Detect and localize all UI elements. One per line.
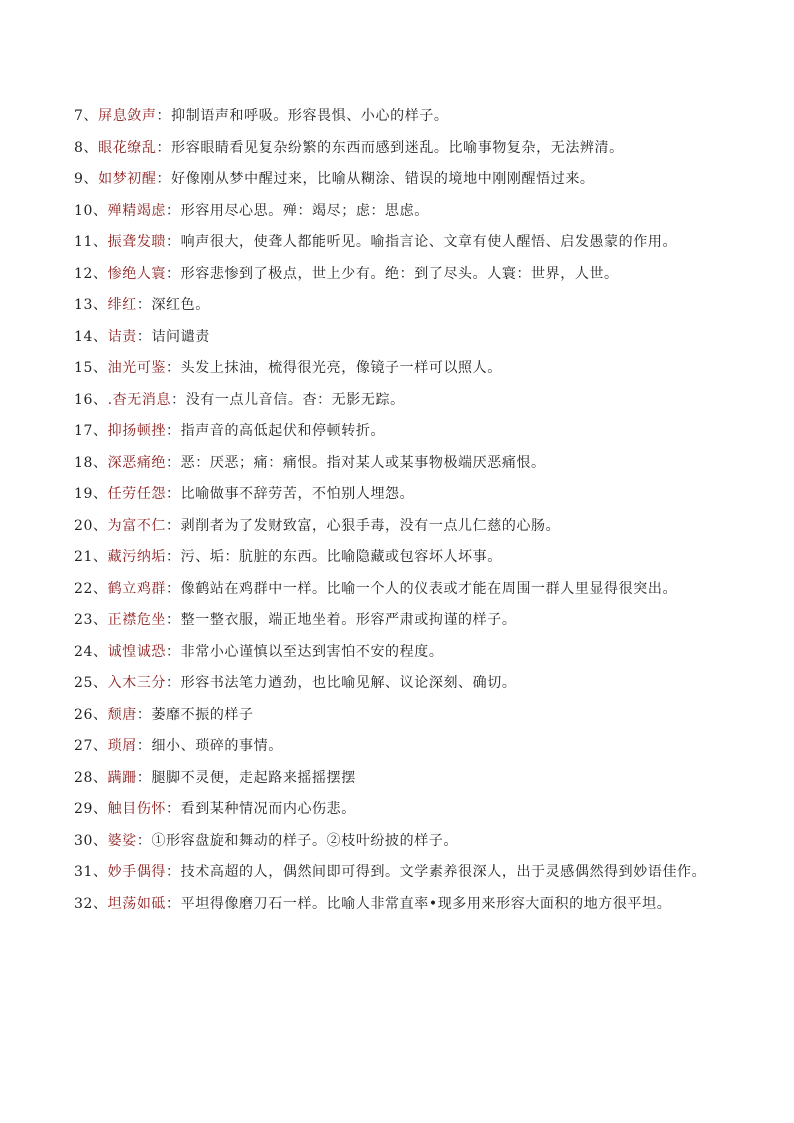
entry-term: 诚惶诚恐 [107,643,167,660]
entry-definition: 剥削者为了发财致富，心狠手毒，没有一点儿仁慈的心肠。 [180,517,561,534]
entry-definition: 恶：厌恶；痛：痛恨。指对某人或某事物极端厌恶痛恨。 [180,454,546,471]
vocab-entry-15 [74,353,734,385]
entry-separator: ： [166,423,181,439]
vocab-entry-7 [74,101,734,133]
entry-term: 坦荡如砥 [107,895,167,912]
entry-number: 11、 [74,234,108,250]
entry-number: 21、 [74,549,108,565]
entry-number: 29、 [74,801,108,817]
entry-number: 27、 [74,738,108,754]
vocab-entry-30 [74,826,734,858]
entry-definition: 形容书法笔力遒劲，也比喻见解、议论深刻、确切。 [180,675,517,691]
vocab-entry-13 [74,290,734,322]
entry-separator: ： [136,832,152,849]
entry-number: 17、 [74,423,108,439]
entry-term: 殚精竭虑 [107,202,167,219]
entry-separator: ： [166,612,181,628]
vocab-entry-12 [74,259,734,291]
entry-number: 9、 [74,171,99,187]
entry-separator: ： [166,549,181,565]
entry-number: 22、 [74,580,108,597]
entry-separator: ： [156,139,172,156]
entry-definition: 整一整衣服，端正地坐着。形容严肃或拘谨的样子。 [180,612,517,628]
entry-definition: 非常小心谨慎以至达到害怕不安的程度。 [180,643,444,660]
vocab-entry-10 [74,196,734,228]
entry-separator: ： [166,486,181,502]
entry-number: 32、 [74,895,108,912]
vocab-entry-25 [74,668,734,700]
entry-separator: ： [166,675,181,691]
vocab-entry-19 [74,479,734,511]
vocab-entry-16 [74,385,734,417]
entry-term: .杳无消息 [107,391,172,408]
entry-term: 惨绝人寰 [107,265,167,282]
entry-definition: 形容眼睛看见复杂纷繁的东西而感到迷乱。比喻事物复杂，无法辨清。 [171,139,624,156]
entry-term: 抑扬顿挫 [107,423,167,439]
entry-number: 18、 [74,454,108,471]
entry-separator: ： [136,328,152,345]
vocab-entry-17 [74,416,734,448]
entry-separator: ： [136,769,152,786]
entry-definition: 抑制语声和呼吸。形容畏惧、小心的样子。 [171,108,449,124]
vocab-entry-24 [74,637,734,669]
entry-number: 20、 [74,517,108,534]
entry-term: 触目伤怀 [107,801,167,817]
vocab-entry-26 [74,700,734,732]
entry-separator: ： [166,454,181,471]
entry-definition: 没有一点儿音信。杳：无影无踪。 [185,391,405,408]
entry-definition: 平坦得像磨刀石一样。比喻人非常直率•现多用来形容大面积的地方很平坦。 [180,895,672,912]
entry-separator: ： [156,171,172,187]
entry-number: 14、 [74,328,108,345]
entry-separator: ： [166,895,181,912]
entry-definition: 形容用尽心思。殚：竭尽；虑：思虑。 [180,202,429,219]
entry-definition: 形容悲惨到了极点，世上少有。绝：到了尽头。人寰：世界，人世。 [180,265,619,282]
entry-definition: 比喻做事不辞劳苦，不怕别人埋怨。 [180,486,415,502]
entry-number: 30、 [74,832,108,849]
entry-separator: ： [166,202,181,219]
entry-term: 绯红 [107,297,137,313]
vocab-entry-18 [74,448,734,480]
entry-definition: 技术高超的人，偶然间即可得到。文学素养很深人，出于灵感偶然得到妙语佳作。 [180,864,707,880]
entry-definition: 指声音的高低起伏和停顿转折。 [180,423,386,439]
entry-number: 19、 [74,486,108,502]
vocab-entry-20 [74,511,734,543]
vocab-entry-29 [74,794,734,826]
entry-number: 23、 [74,612,108,628]
entry-term: 蹒跚 [107,769,137,786]
entry-definition: 诘问谴责 [151,328,210,345]
entry-definition: 头发上抹油，梳得很光亮，像镜子一样可以照人。 [180,360,502,376]
entry-definition: 好像刚从梦中醒过来，比喻从糊涂、错误的境地中刚刚醒悟过来。 [171,171,595,187]
vocab-entry-28 [74,763,734,795]
entry-definition: 看到某种情况而内心伤悲。 [180,801,356,817]
entry-number: 26、 [74,706,108,723]
entry-number: 25、 [74,675,108,691]
entry-definition: ①形容盘旋和舞动的样子。②枝叶纷披的样子。 [151,832,459,849]
entry-term: 藏污纳垢 [107,549,167,565]
entry-number: 24、 [74,643,108,660]
entry-separator: ： [166,517,181,534]
entry-separator: ： [166,265,181,282]
entry-separator: ： [166,580,181,597]
vocab-entry-22 [74,574,734,606]
vocabulary-list [74,101,734,920]
entry-term: 妙手偶得 [107,864,167,880]
entry-number: 15、 [74,360,108,376]
entry-separator: ： [166,234,181,250]
entry-definition: 污、垢：肮脏的东西。比喻隐藏或包容坏人坏事。 [180,549,502,565]
entry-term: 婆娑 [107,832,137,849]
entry-separator: ： [136,297,152,313]
vocab-entry-21 [74,542,734,574]
entry-number: 8、 [74,139,99,156]
vocab-entry-23 [74,605,734,637]
vocab-entry-14 [74,322,734,354]
entry-term: 任劳任怨 [107,486,167,502]
entry-separator: ： [136,738,152,754]
entry-number: 12、 [74,265,108,282]
entry-separator: ： [166,643,181,660]
entry-term: 深恶痛绝 [107,454,167,471]
entry-definition: 响声很大，使聋人都能听见。喻指言论、文章有使人醒悟、启发愚蒙的作用。 [180,234,678,250]
entry-separator: ： [166,864,181,880]
entry-term: 琐屑 [107,738,137,754]
entry-definition: 像鹤站在鸡群中一样。比喻一个人的仪表或才能在周围一群人里显得很突出。 [180,580,678,597]
vocab-entry-9 [74,164,734,196]
entry-separator: ： [166,360,181,376]
entry-definition: 萎靡不振的样子 [151,706,254,723]
vocab-entry-32 [74,889,734,921]
entry-definition: 深红色。 [151,297,210,313]
entry-number: 16、 [74,391,108,408]
entry-term: 如梦初醒 [98,171,157,187]
entry-term: 眼花缭乱 [98,139,157,156]
entry-separator: ： [166,801,181,817]
entry-definition: 腿脚不灵便，走起路来摇摇摆摆 [151,769,356,786]
entry-term: 鹤立鸡群 [107,580,167,597]
entry-term: 油光可鉴 [107,360,167,376]
entry-separator: ： [171,391,186,408]
entry-term: 诘责 [107,328,137,345]
entry-separator: ： [156,108,172,124]
vocab-entry-8 [74,133,734,165]
entry-term: 入木三分 [107,675,167,691]
entry-term: 振聋发聩 [107,234,167,250]
vocab-entry-31 [74,857,734,889]
entry-number: 13、 [74,297,108,313]
vocab-entry-27 [74,731,734,763]
entry-definition: 细小、琐碎的事情。 [151,738,283,754]
vocab-entry-11 [74,227,734,259]
entry-term: 正襟危坐 [107,612,167,628]
entry-term: 为富不仁 [107,517,167,534]
entry-number: 7、 [74,108,99,124]
entry-separator: ： [136,706,152,723]
entry-number: 10、 [74,202,108,219]
entry-number: 28、 [74,769,108,786]
entry-term: 颓唐 [107,706,137,723]
entry-number: 31、 [74,864,108,880]
entry-term: 屏息敛声 [98,108,157,124]
